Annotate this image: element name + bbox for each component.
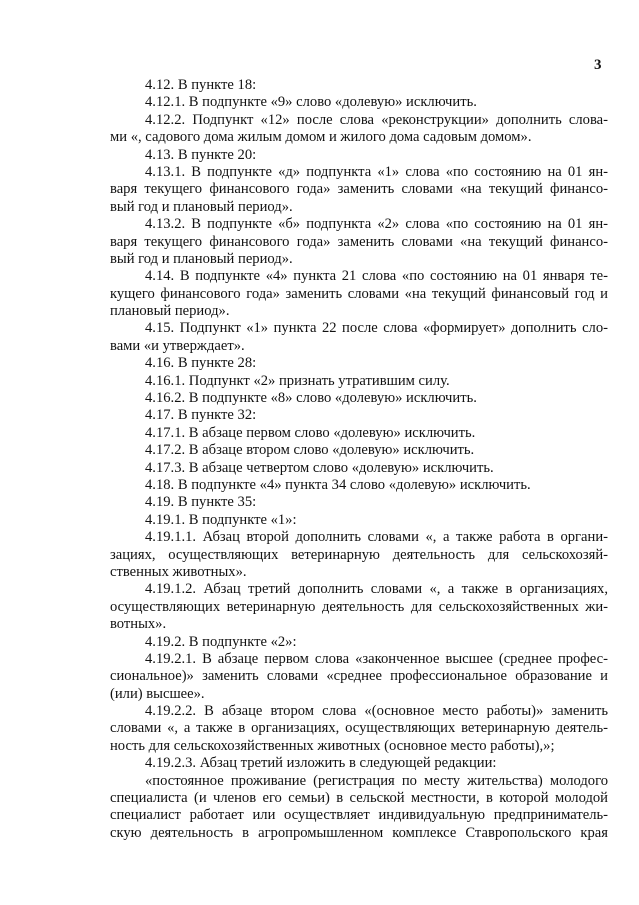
text-line: вый год и плановый период».: [110, 198, 293, 215]
text-line: 4.12.2. Подпункт «12» после слова «реконструкции» дополнить слова-: [145, 111, 608, 128]
text-line: 4.18. В подпункте «4» пункта 34 слово «долевую» исключить.: [145, 476, 531, 493]
text-line: кущего финансового года» заменить словами «на текущий финансовый год и: [110, 285, 608, 302]
text-line: скую деятельность в агропромышленном комплексе Ставропольского края: [110, 824, 608, 841]
text-line: плановый период».: [110, 303, 230, 320]
text-line: 4.19.1.1. Абзац второй дополнить словами «, а также работа в органи-: [145, 529, 608, 546]
text-line: 4.16.2. В подпункте «8» слово «долевую» исключить.: [145, 390, 477, 407]
text-line: 4.12. В пункте 18:: [145, 77, 257, 93]
text-line: 4.17.3. В абзаце четвертом слово «долевую» исключить.: [145, 459, 494, 476]
text-line: 4.19.2.1. В абзаце первом слова «законченное высшее (среднее профес-: [145, 650, 608, 667]
text-line: 4.13.2. В подпункте «б» подпункта «2» слова «по состоянию на 01 ян-: [145, 216, 608, 233]
text-line: ность для сельскохозяйственных животных (основное место работы),»;: [110, 737, 555, 754]
text-line: 4.17. В пункте 32:: [145, 407, 257, 424]
text-line: варя текущего финансового года» заменить словами «на текущий финансо-: [110, 181, 608, 198]
text-line: 4.19.2.3. Абзац третий изложить в следующей редакции:: [145, 755, 497, 772]
text-line: варя текущего финансового года» заменить словами «на текущий финансо-: [110, 233, 608, 250]
text-line: ми «, садового дома жилым домом и жилого дома садовым домом».: [110, 129, 532, 146]
text-line: 4.17.1. В абзаце первом слово «долевую» исключить.: [145, 424, 476, 441]
text-line: 4.12.1. В подпункте «9» слово «долевую» исключить.: [145, 94, 477, 111]
text-line: 4.13. В пункте 20:: [145, 146, 257, 163]
page-number: 3: [594, 57, 602, 73]
text-line: вами «и утверждает».: [110, 337, 245, 354]
text-line: 4.19.2.2. В абзаце втором слова «(основное место работы)» заменить: [145, 703, 608, 720]
text-line: 4.16. В пункте 28:: [145, 355, 257, 372]
text-line: вотных».: [110, 616, 167, 633]
text-line: ственных животных».: [110, 563, 247, 580]
text-line: специалист работает или осуществляет индивидуальную предприниматель-: [110, 807, 608, 824]
text-line: 4.17.2. В абзаце втором слово «долевую» исключить.: [145, 442, 475, 459]
text-line: специалиста (и членов его семьи) в сельской местности, в которой молодой: [110, 790, 608, 807]
document-body: [110, 77, 608, 842]
text-line: (или) высшее».: [110, 685, 205, 702]
text-line: 4.19.1. В подпункте «1»:: [145, 511, 297, 528]
text-line: вый год и плановый период».: [110, 250, 293, 267]
text-line: сиональное)» заменить словами «среднее профессиональное образование и: [110, 668, 608, 685]
text-line: 4.15. Подпункт «1» пункта 22 после слова «формирует» дополнить сло-: [145, 320, 608, 337]
text-line: словами «, а также в организациях, осуществляющих ветеринарную деятель-: [110, 720, 608, 737]
text-line: 4.19.1.2. Абзац третий дополнить словами «, а также в организациях,: [145, 581, 608, 598]
text-line: «постоянное проживание (регистрация по месту жительства) молодого: [145, 772, 608, 789]
text-line: 4.19. В пункте 35:: [145, 494, 257, 511]
text-line: 4.14. В подпункте «4» пункта 21 слова «по состоянию на 01 января те-: [145, 268, 608, 285]
text-line: зациях, осуществляющих ветеринарную деятельность для сельскохозяй-: [110, 546, 608, 563]
text-line: 4.16.1. Подпункт «2» признать утратившим силу.: [145, 372, 450, 389]
text-line: осуществляющих ветеринарную деятельность для сельскохозяйственных жи-: [110, 598, 608, 615]
text-line: 4.19.2. В подпункте «2»:: [145, 633, 297, 650]
text-line: 4.13.1. В подпункте «д» подпункта «1» слова «по состоянию на 01 ян-: [145, 163, 608, 180]
